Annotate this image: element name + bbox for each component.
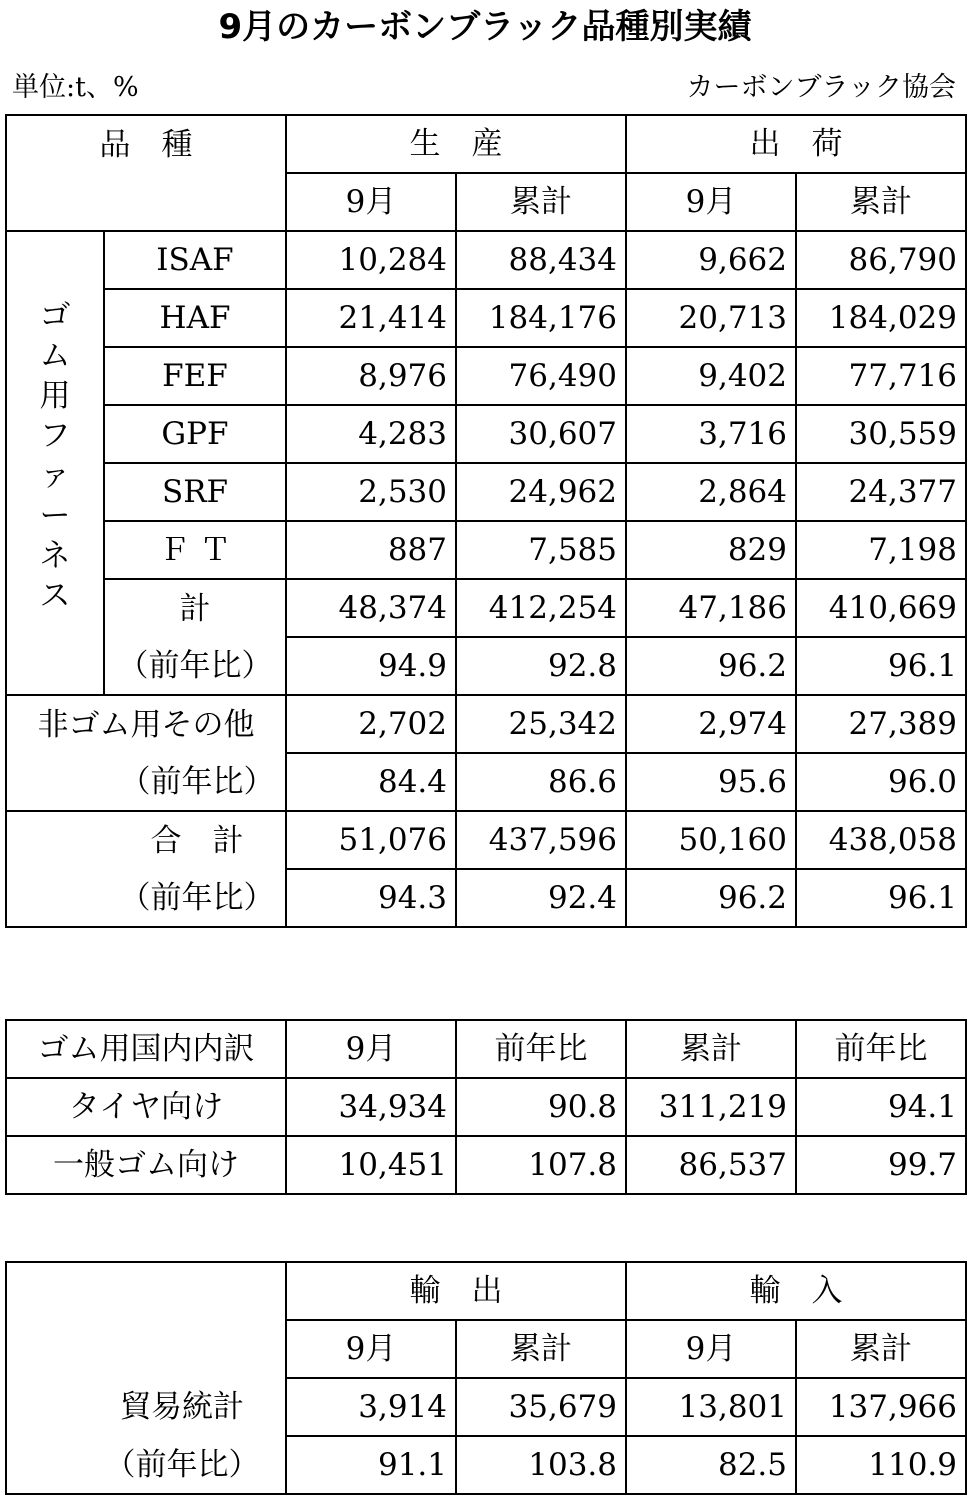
table-row [6,1378,966,1436]
cell: 107.8 [456,1136,626,1194]
cell: 10,451 [286,1136,456,1194]
table-row [6,463,966,521]
cell: 311,219 [626,1078,796,1136]
cell: 51,076 [286,811,456,869]
header-kind: 品 種 [6,115,286,173]
cell: 9,402 [626,347,796,405]
header-row-1 [6,1262,966,1320]
cell: 7,585 [456,521,626,579]
row-label-general-rubber: 一般ゴム向け [6,1136,286,1194]
cell: 96.1 [796,869,966,927]
header-export-cumulative: 累計 [456,1320,626,1378]
row-label-total: 合 計 [150,822,244,859]
source-label: カーボンブラック協会 [686,72,956,103]
row-label-srf: SRF [104,463,286,521]
table-row [6,405,966,463]
cell: 829 [626,521,796,579]
cell: 86,790 [796,231,966,289]
cell: 103.8 [456,1436,626,1494]
cell: 184,029 [796,289,966,347]
group-label: ゴム用ファーネス [39,298,71,614]
cell: 2,530 [286,463,456,521]
header-import-month: 9月 [626,1320,796,1378]
cell: 3,716 [626,405,796,463]
cell: 438,058 [796,811,966,869]
cell: 137,966 [796,1378,966,1436]
cell: 8,976 [286,347,456,405]
row-label-yoy: （前年比） [104,637,286,695]
cell: 2,864 [626,463,796,521]
domestic-breakdown-table [5,1019,967,1195]
cell: 86,537 [626,1136,796,1194]
header-row-1 [6,115,966,173]
row-label-ft: Ｆ Ｔ [104,521,286,579]
cell: 96.2 [626,637,796,695]
header-row [6,1020,966,1078]
cell: 94.3 [286,869,456,927]
cell: 2,974 [626,695,796,753]
table-row [6,695,966,753]
header-domestic: ゴム用国内内訳 [6,1020,286,1078]
header-import: 輸 入 [626,1262,966,1320]
cell: 7,198 [796,521,966,579]
cell: 27,389 [796,695,966,753]
header-export-month: 9月 [286,1320,456,1378]
row-label-trade: 貿易統計 [120,1389,244,1425]
header-row-2 [6,1320,966,1378]
header-cumulative: 累計 [626,1020,796,1078]
table-row [6,1136,966,1194]
cell: 10,284 [286,231,456,289]
cell: 24,962 [456,463,626,521]
main-results-table [5,114,967,928]
cell: 110.9 [796,1436,966,1494]
cell: 30,607 [456,405,626,463]
cell: 887 [286,521,456,579]
table-row [6,869,966,927]
cell: 9,662 [626,231,796,289]
table-row [6,811,966,869]
cell: 20,713 [626,289,796,347]
header-yoy: 前年比 [456,1020,626,1078]
cell: 24,377 [796,463,966,521]
cell: 21,414 [286,289,456,347]
header-row-2 [6,173,966,231]
cell: 2,702 [286,695,456,753]
row-label-tire: タイヤ向け [6,1078,286,1136]
cell: 96.0 [796,753,966,811]
cell: 95.6 [626,753,796,811]
row-label-gpf: GPF [104,405,286,463]
cell: 35,679 [456,1378,626,1436]
cell: 91.1 [286,1436,456,1494]
header-kind-blank [6,173,286,231]
header-production: 生 産 [286,115,626,173]
header-prod-month: 9月 [286,173,456,231]
table-row [6,753,966,811]
row-label-non-rubber-yoy-cell [6,753,286,811]
page-title: 9月のカーボンブラック品種別実績 [218,7,752,47]
cell: 437,596 [456,811,626,869]
row-label-haf: HAF [104,289,286,347]
row-label-non-rubber: 非ゴム用その他 [6,695,286,753]
header-blank-2 [6,1320,286,1378]
header-export: 輸 出 [286,1262,626,1320]
cell: 76,490 [456,347,626,405]
header-blank [6,1262,286,1320]
trade-statistics-table [5,1261,967,1495]
row-label-fef: FEF [104,347,286,405]
table-row [6,289,966,347]
cell: 410,669 [796,579,966,637]
cell: 88,434 [456,231,626,289]
table-row [6,579,966,637]
cell: 48,374 [286,579,456,637]
cell: 50,160 [626,811,796,869]
unit-label: 単位:t、% [12,72,139,103]
header-ship-month: 9月 [626,173,796,231]
cell: 30,559 [796,405,966,463]
row-label-trade-cell [6,1378,286,1436]
group-label-cell [6,231,104,695]
row-label-total-yoy-cell [6,869,286,927]
header-shipment: 出 荷 [626,115,966,173]
header-yoy-cumulative: 前年比 [796,1020,966,1078]
cell: 94.9 [286,637,456,695]
cell: 184,176 [456,289,626,347]
cell: 82.5 [626,1436,796,1494]
cell: 412,254 [456,579,626,637]
cell: 90.8 [456,1078,626,1136]
cell: 86.6 [456,753,626,811]
cell: 92.8 [456,637,626,695]
table-row [6,347,966,405]
cell: 96.2 [626,869,796,927]
cell: 3,914 [286,1378,456,1436]
cell: 99.7 [796,1136,966,1194]
cell: 92.4 [456,869,626,927]
cell: 96.1 [796,637,966,695]
header-ship-cumulative: 累計 [796,173,966,231]
header-prod-cumulative: 累計 [456,173,626,231]
cell: 94.1 [796,1078,966,1136]
row-label-total-yoy: （前年比） [119,879,275,916]
header-month: 9月 [286,1020,456,1078]
table-row [6,231,966,289]
row-label-non-rubber-yoy: （前年比） [119,763,275,800]
cell: 25,342 [456,695,626,753]
table-row [6,1436,966,1494]
cell: 47,186 [626,579,796,637]
table-row [6,637,966,695]
cell: 4,283 [286,405,456,463]
table-row [6,1078,966,1136]
row-label-subtotal: 計 [104,579,286,637]
row-label-isaf: ISAF [104,231,286,289]
cell: 34,934 [286,1078,456,1136]
row-label-total-cell [6,811,286,869]
cell: 84.4 [286,753,456,811]
row-label-trade-yoy-cell [6,1436,286,1494]
cell: 77,716 [796,347,966,405]
table-row [6,521,966,579]
header-import-cumulative: 累計 [796,1320,966,1378]
cell: 13,801 [626,1378,796,1436]
row-label-trade-yoy: （前年比） [104,1446,260,1483]
